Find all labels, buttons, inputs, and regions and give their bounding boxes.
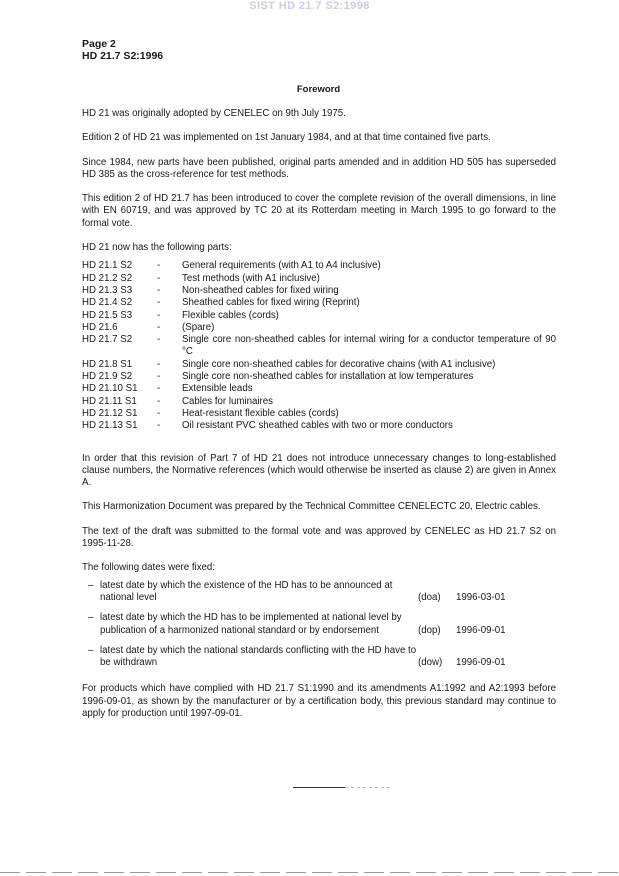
date-text: latest date by which the existence of the HD has to be announced at national level xyxy=(100,579,393,603)
part-dash: - xyxy=(157,371,161,383)
paragraph: The following dates were fixed: xyxy=(82,562,216,574)
date-code: (dop) xyxy=(418,624,441,636)
date-bullet: – xyxy=(88,579,94,591)
part-code: HD 21.9 S2 xyxy=(82,371,133,383)
part-dash: - xyxy=(157,358,161,370)
part-dash: - xyxy=(157,272,161,284)
document-body xyxy=(82,108,556,732)
part-row xyxy=(82,396,556,408)
paragraph: In order that this revision of Part 7 of HD 21 does not introduce unnecessary changes to long-established clause numbers, the Normative references (which would otherwise be inserted as clause 2) are given in Annex A. xyxy=(82,452,556,489)
date-text: latest date by which the national standards conflicting with the HD have to be withdrawn xyxy=(100,644,417,669)
paragraph: HD 21 now has the following parts: xyxy=(82,242,232,254)
part-desc: Flexible cables (cords) xyxy=(182,309,279,321)
part-code: HD 21.11 S1 xyxy=(82,395,137,407)
paragraph: The text of the draft was submitted to the formal vote and was approved by CENELEC as HD 21.7 S2 on 1995-11-28. xyxy=(82,525,556,550)
part-code: HD 21.13 S1 xyxy=(82,420,138,432)
date-code: (dow) xyxy=(418,657,443,669)
part-desc: General requirements (with A1 to A4 inclusive) xyxy=(182,260,381,272)
part-row xyxy=(82,260,556,272)
part-dash: - xyxy=(157,260,161,272)
part-dash: - xyxy=(157,284,161,296)
part-desc: Oil resistant PVC sheathed cables with two or more conductors xyxy=(182,420,453,432)
paragraph: For products which have complied with HD 21.7 S1:1990 and its amendments A1:1992 and A2:1993 before 1996-09-01, as shown by the manufacturer or by a certification body, this previous standard may continue to apply for production until 1997-09-01. xyxy=(82,683,556,719)
parts-list xyxy=(82,260,556,432)
part-code: HD 21.10 S1 xyxy=(82,383,138,395)
date-bullet: – xyxy=(88,612,94,624)
part-desc: Heat-resistant flexible cables (cords) xyxy=(182,407,339,419)
date-text: latest date by which the HD has to be implemented at national level by publication of a harmonized national standard or by endorsement xyxy=(100,612,402,636)
date-item xyxy=(82,612,556,637)
part-row xyxy=(82,359,556,371)
part-code: HD 21.5 S3 xyxy=(82,309,133,321)
part-dash: - xyxy=(157,420,161,432)
paragraph: This edition 2 of HD 21.7 has been introduced to cover the complete revision of the overall dimensions, in line with EN 60719, and was approved by TC 20 at its Rotterdam meeting in March 1995 to go forward to the formal vote. xyxy=(82,193,556,229)
part-dash: - xyxy=(157,334,161,346)
page-number: Page 2 xyxy=(82,38,116,50)
end-rule-faint xyxy=(345,787,393,788)
page-title: Foreword xyxy=(296,84,341,95)
part-code: HD 21.8 S1 xyxy=(82,358,133,370)
date-item xyxy=(82,645,556,670)
part-code: HD 21.3 S3 xyxy=(82,284,133,296)
part-code: HD 21.4 S2 xyxy=(82,297,133,309)
part-dash: - xyxy=(157,383,161,395)
part-desc: Non-sheathed cables for fixed wiring xyxy=(182,284,339,296)
part-dash: - xyxy=(157,395,161,407)
page-header xyxy=(82,38,163,62)
part-dash: - xyxy=(157,321,161,333)
part-desc: Single core non-sheathed cables for installation at low temperatures xyxy=(182,371,474,383)
part-desc: Single core non-sheathed cables for decorative chains (with A1 inclusive) xyxy=(182,358,496,370)
part-row xyxy=(82,420,556,432)
part-row xyxy=(82,285,556,297)
end-rule xyxy=(293,787,345,788)
part-row xyxy=(82,408,556,420)
part-row xyxy=(82,310,556,322)
part-row xyxy=(82,297,556,309)
part-code: HD 21.1 S2 xyxy=(82,260,133,272)
paragraph: This Harmonization Document was prepared by the Technical Committee CENELECTC 20, Electric cables. xyxy=(82,501,541,513)
part-dash: - xyxy=(157,407,161,419)
part-row xyxy=(82,383,556,395)
footer-rule xyxy=(0,872,619,873)
date-value: 1996-09-01 xyxy=(456,624,506,636)
part-desc: (Spare) xyxy=(182,321,215,333)
part-dash: - xyxy=(157,309,161,321)
dates-list xyxy=(82,580,556,670)
part-code: HD 21.7 S2 xyxy=(82,334,133,346)
part-code: HD 21.6 xyxy=(82,321,118,333)
part-code: HD 21.2 S2 xyxy=(82,272,133,284)
part-row xyxy=(82,334,556,359)
part-desc: Cables for luminaires xyxy=(182,395,273,407)
part-row xyxy=(82,322,556,334)
part-row xyxy=(82,371,556,383)
part-desc: Test methods (with A1 inclusive) xyxy=(182,272,320,284)
document-id: HD 21.7 S2:1996 xyxy=(82,50,164,62)
date-value: 1996-09-01 xyxy=(456,657,506,669)
date-bullet: – xyxy=(88,644,94,656)
watermark: SIST HD 21.7 S2:1998 xyxy=(249,0,370,12)
date-code: (doa) xyxy=(418,591,441,603)
date-item xyxy=(82,580,556,605)
part-desc: Single core non-sheathed cables for internal wiring for a conductor temperature of 90 °C xyxy=(182,334,556,358)
part-desc: Sheathed cables for fixed wiring (Reprint) xyxy=(182,297,360,309)
part-desc: Extensible leads xyxy=(182,383,253,395)
paragraph: Since 1984, new parts have been published, original parts amended and in addition HD 505 has superseded HD 385 as the cross-reference for test methods. xyxy=(82,156,556,180)
date-value: 1996-03-01 xyxy=(456,591,506,603)
part-dash: - xyxy=(157,297,161,309)
paragraph: HD 21 was originally adopted by CENELEC on 9th July 1975. xyxy=(82,108,346,119)
part-code: HD 21.12 S1 xyxy=(82,407,138,419)
part-row xyxy=(82,273,556,285)
paragraph: Edition 2 of HD 21 was implemented on 1st January 1984, and at that time contained five parts. xyxy=(82,132,491,144)
